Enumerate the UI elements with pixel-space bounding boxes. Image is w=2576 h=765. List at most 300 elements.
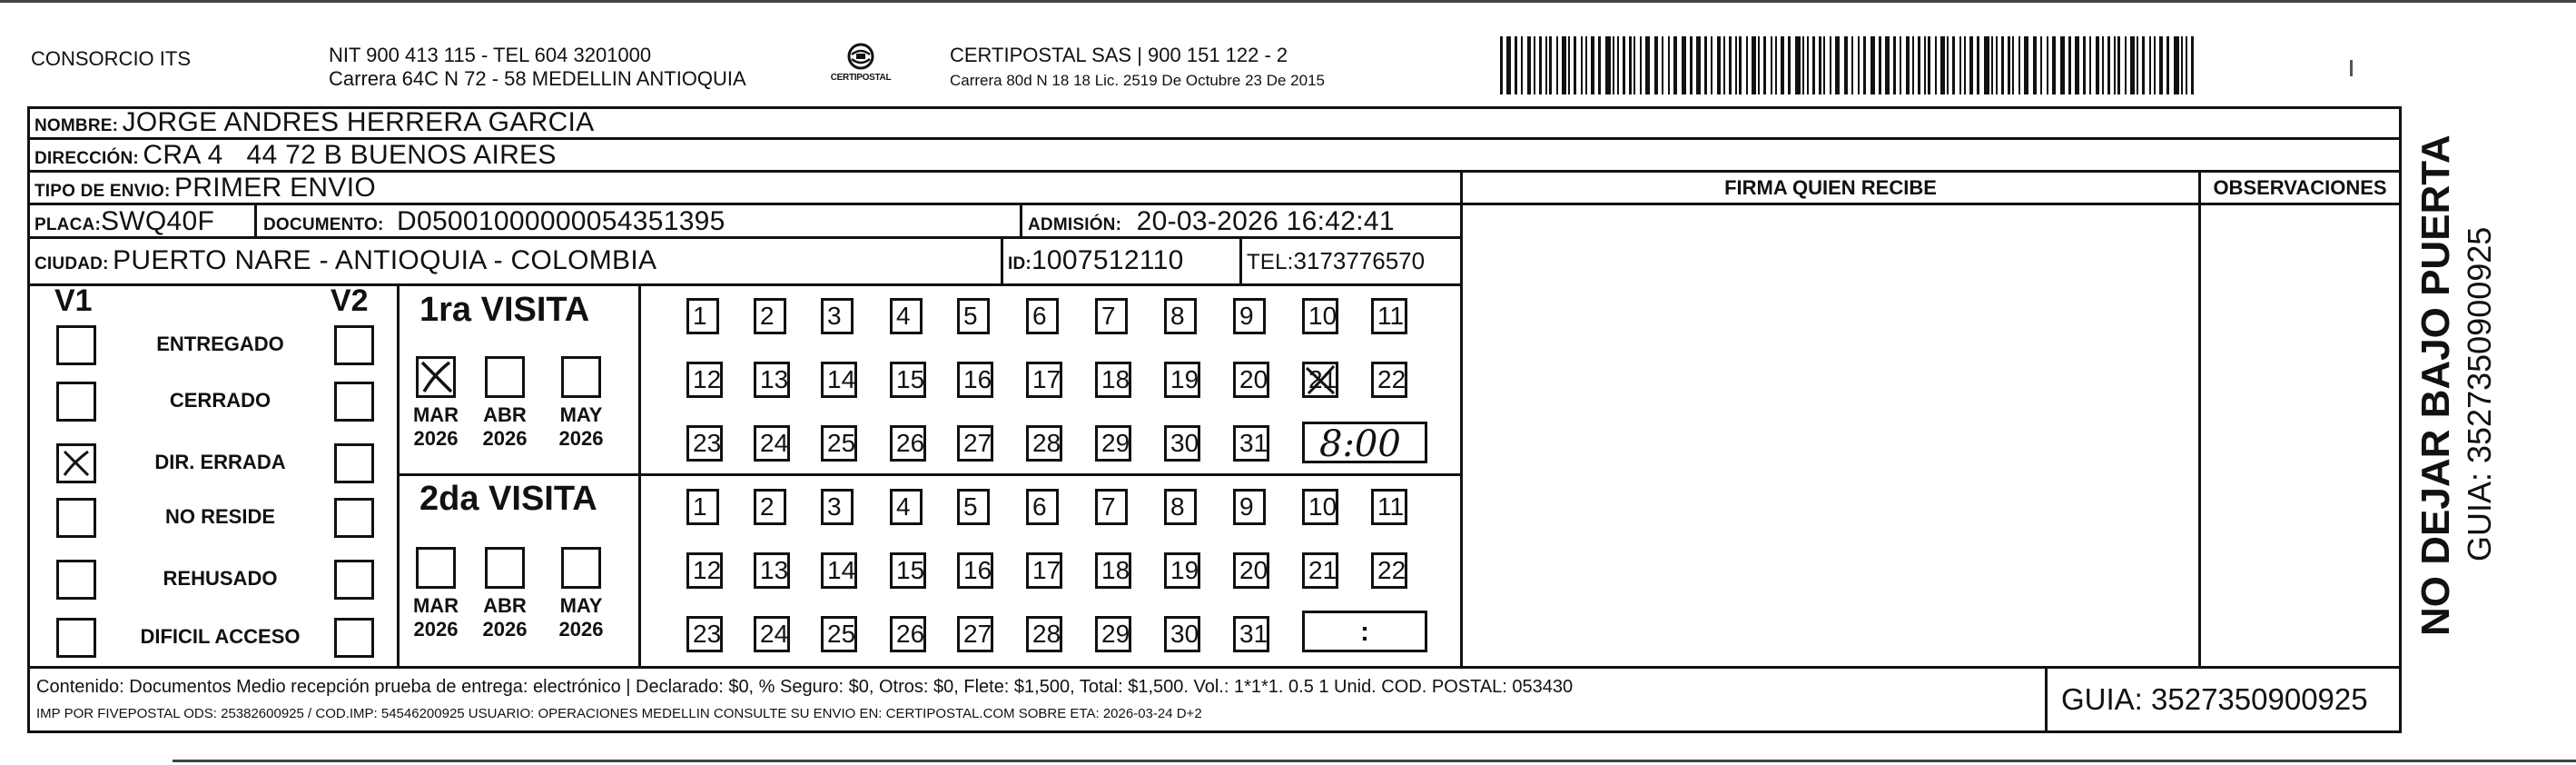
day-number: 2 bbox=[760, 302, 775, 330]
day-checkbox[interactable] bbox=[890, 489, 923, 525]
tel-label: TEL: bbox=[1247, 250, 1294, 274]
year-label: 2026 bbox=[482, 618, 528, 641]
year-label: 2026 bbox=[558, 427, 604, 450]
ciudad-label: CIUDAD: bbox=[35, 254, 109, 273]
nit-line: NIT 900 413 115 - TEL 604 3201000 bbox=[329, 44, 652, 66]
month-checkbox[interactable] bbox=[561, 547, 601, 589]
barcode-bar bbox=[1918, 36, 1920, 94]
barcode-bar bbox=[2052, 36, 2056, 94]
day-number: 8 bbox=[1170, 492, 1185, 521]
admision-cell bbox=[1028, 208, 1395, 235]
barcode-bar bbox=[2075, 36, 2079, 94]
nombre-label: NOMBRE: bbox=[35, 116, 119, 135]
corner-mark bbox=[2350, 60, 2353, 76]
barcode-bar bbox=[2047, 36, 2048, 94]
tipo-label: TIPO DE ENVIO: bbox=[35, 182, 171, 201]
second-visit-time: : bbox=[1360, 617, 1369, 647]
day-number: 16 bbox=[963, 556, 992, 584]
day-number: 19 bbox=[1170, 556, 1199, 584]
placa-divider bbox=[254, 203, 257, 236]
day-number: 30 bbox=[1170, 429, 1199, 457]
barcode-bar bbox=[1739, 36, 1742, 94]
admision-value: 20-03-2026 16:42:41 bbox=[1136, 206, 1395, 236]
barcode-bar bbox=[1947, 36, 1949, 94]
month-label: ABR bbox=[483, 594, 527, 617]
barcode-bar bbox=[2107, 36, 2110, 94]
barcode-bar bbox=[1924, 36, 1926, 94]
top-edge-line bbox=[0, 0, 2576, 3]
barcode-bar bbox=[2033, 36, 2037, 94]
barcode-bar bbox=[1788, 36, 1791, 94]
barcode-bar bbox=[1977, 36, 1979, 94]
day-number: 24 bbox=[760, 429, 789, 457]
day-number: 20 bbox=[1239, 556, 1268, 584]
day-checkbox[interactable] bbox=[1095, 489, 1128, 525]
barcode-bar bbox=[1952, 36, 1955, 94]
day-checkbox[interactable] bbox=[1302, 552, 1338, 589]
v1-checkbox[interactable] bbox=[56, 325, 96, 365]
barcode-bar bbox=[1629, 36, 1632, 94]
day-checkbox[interactable] bbox=[821, 489, 854, 525]
day-checkbox[interactable] bbox=[957, 362, 993, 398]
nombre-value: JORGE ANDRES HERRERA GARCIA bbox=[122, 107, 595, 137]
second-visit-time-box[interactable] bbox=[1302, 611, 1427, 652]
day-number: 25 bbox=[827, 620, 856, 648]
barcode-bar bbox=[1500, 36, 1503, 94]
certipostal-logo bbox=[828, 42, 893, 98]
tel-divider bbox=[1239, 236, 1242, 283]
first-visit-time-box[interactable] bbox=[1302, 422, 1427, 463]
admision-label: ADMISIÓN: bbox=[1028, 215, 1122, 234]
day-checkbox[interactable] bbox=[1095, 616, 1131, 652]
day-number: 16 bbox=[963, 365, 992, 393]
status-label-2: DIR. ERRADA bbox=[154, 451, 286, 473]
first-visit-title: 1ra VISITA bbox=[419, 291, 590, 329]
barcode-bar bbox=[1527, 36, 1531, 94]
day-checkbox[interactable] bbox=[957, 489, 990, 525]
day-number: 4 bbox=[896, 492, 911, 521]
day-checkbox[interactable] bbox=[890, 552, 926, 589]
barcode-bar bbox=[1851, 36, 1853, 94]
barcode-bar bbox=[2089, 36, 2091, 94]
barcode-bar bbox=[1574, 36, 1576, 94]
tel-cell bbox=[1247, 249, 1425, 273]
barcode-bar bbox=[1539, 36, 1542, 94]
barcode-bar bbox=[1673, 36, 1677, 94]
barcode-bar bbox=[2024, 36, 2028, 94]
day-number: 17 bbox=[1032, 556, 1061, 584]
barcode-bar bbox=[1735, 36, 1737, 94]
day-number: 11 bbox=[1377, 492, 1405, 521]
placa-cell bbox=[35, 208, 214, 235]
status-label-3: NO RESIDE bbox=[164, 505, 276, 528]
day-checkbox[interactable] bbox=[1233, 425, 1269, 462]
day-checkbox[interactable] bbox=[890, 298, 923, 334]
day-number: 21 bbox=[1308, 556, 1337, 584]
barcode-bar bbox=[1704, 36, 1707, 94]
barcode-bar bbox=[2040, 36, 2042, 94]
barcode-bar bbox=[1711, 36, 1712, 94]
barcode-bar bbox=[1959, 36, 1961, 94]
barcode-bar bbox=[1935, 36, 1937, 94]
day-checkbox[interactable] bbox=[1233, 552, 1269, 589]
month-label: MAY bbox=[559, 594, 603, 617]
day-number: 26 bbox=[896, 620, 925, 648]
day-number: 6 bbox=[1032, 492, 1047, 521]
barcode-bar bbox=[2096, 36, 2099, 94]
barcode-bar bbox=[1690, 36, 1693, 94]
barcode-bar bbox=[1984, 36, 1989, 94]
day-checkbox[interactable] bbox=[1233, 298, 1266, 334]
day-number: 15 bbox=[896, 556, 925, 584]
day-checkbox[interactable] bbox=[821, 552, 857, 589]
day-number: 27 bbox=[963, 429, 992, 457]
tel-value: 3173776570 bbox=[1293, 247, 1426, 274]
day-number: 6 bbox=[1032, 302, 1047, 330]
day-checkbox[interactable] bbox=[1371, 552, 1407, 589]
month-checkbox[interactable] bbox=[561, 356, 601, 398]
status-label-5: DIFICIL ACCESO bbox=[140, 625, 301, 648]
barcode-bar bbox=[2149, 36, 2151, 94]
barcode-bar bbox=[2125, 36, 2127, 94]
day-number: 13 bbox=[760, 365, 789, 393]
barcode-bar bbox=[1928, 36, 1930, 94]
v1-checkbox[interactable] bbox=[56, 560, 96, 600]
day-number: 5 bbox=[963, 492, 978, 521]
status-label-1: CERRADO bbox=[169, 389, 271, 412]
barcode-bar bbox=[1562, 36, 1566, 94]
day-number: 9 bbox=[1239, 492, 1254, 521]
row-line-4 bbox=[27, 236, 1462, 239]
footer-guia-divider bbox=[2045, 666, 2048, 733]
barcode-bar bbox=[2102, 36, 2104, 94]
barcode-bar bbox=[1723, 36, 1725, 94]
barcode-bar bbox=[1545, 36, 1547, 94]
day-checkbox[interactable] bbox=[754, 552, 790, 589]
day-number: 29 bbox=[1101, 620, 1130, 648]
v1-checkbox[interactable] bbox=[56, 618, 96, 658]
day-checkbox[interactable] bbox=[1233, 616, 1269, 652]
barcode-bar bbox=[2114, 36, 2116, 94]
day-number: 23 bbox=[693, 620, 722, 648]
day-checkbox[interactable] bbox=[1026, 616, 1062, 652]
v1-label: V1 bbox=[54, 283, 93, 318]
nombre-row bbox=[35, 109, 595, 136]
day-number: 9 bbox=[1239, 302, 1254, 330]
barcode-bar bbox=[1591, 36, 1594, 94]
barcode-bar bbox=[2181, 36, 2183, 94]
barcode-bar bbox=[1645, 36, 1650, 94]
barcode-bar bbox=[1844, 36, 1848, 94]
day-checkbox[interactable] bbox=[957, 298, 990, 334]
barcode-bar bbox=[1830, 36, 1831, 94]
day-checkbox[interactable] bbox=[890, 425, 926, 462]
v2-checkbox[interactable] bbox=[334, 325, 374, 365]
footer-imp: IMP POR FIVEPOSTAL ODS: 25382600925 / COD.IMP: 54546200925 USUARIO: OPERACIONES MEDELLIN CONSULTE SU ENVIO EN: CERTIPOSTAL.COM SOBRE ETA: 2026-03-24 D+2 bbox=[36, 706, 1202, 721]
day-number: 22 bbox=[1377, 556, 1406, 584]
v2-checkbox[interactable] bbox=[334, 560, 374, 600]
barcode-bar bbox=[2083, 36, 2086, 94]
row-line-2 bbox=[27, 170, 2402, 173]
day-number: 21 bbox=[1308, 365, 1337, 393]
barcode-bar bbox=[1969, 36, 1973, 94]
day-checkbox[interactable] bbox=[1302, 362, 1338, 398]
barcode-bar bbox=[1819, 36, 1821, 94]
day-number: 8 bbox=[1170, 302, 1185, 330]
admision-divider bbox=[1020, 203, 1022, 236]
day-checkbox[interactable] bbox=[957, 425, 993, 462]
barcode-bar bbox=[1617, 36, 1619, 94]
day-checkbox[interactable] bbox=[1233, 489, 1266, 525]
carrier-line: CERTIPOSTAL SAS | 900 151 122 - 2 bbox=[950, 44, 1288, 66]
barcode-bar bbox=[2018, 36, 2020, 94]
barcode-bar bbox=[1900, 36, 1901, 94]
v1-checkbox[interactable] bbox=[56, 382, 96, 422]
day-checkbox[interactable] bbox=[890, 362, 926, 398]
day-checkbox[interactable] bbox=[957, 616, 993, 652]
barcode-bar bbox=[1506, 36, 1511, 94]
signature-area[interactable] bbox=[1463, 205, 2198, 666]
barcode-bar bbox=[1568, 36, 1570, 94]
barcode-bar bbox=[2191, 36, 2194, 94]
barcode-bar bbox=[1823, 36, 1825, 94]
day-checkbox[interactable] bbox=[754, 362, 790, 398]
day-number: 5 bbox=[963, 302, 978, 330]
day-number: 10 bbox=[1308, 302, 1337, 330]
barcode-bar bbox=[1515, 36, 1517, 94]
day-checkbox[interactable] bbox=[1371, 362, 1407, 398]
month-checkbox[interactable] bbox=[485, 356, 525, 398]
day-checkbox[interactable] bbox=[754, 425, 790, 462]
tipo-value: PRIMER ENVIO bbox=[174, 173, 376, 203]
v2-checkbox[interactable] bbox=[334, 498, 374, 538]
barcode-bar bbox=[1775, 36, 1777, 94]
row-line-5 bbox=[27, 283, 1462, 286]
barcode-bar bbox=[1802, 36, 1804, 94]
side-guia: GUIA: 3527350900925 bbox=[2461, 226, 2498, 561]
v2-checkbox[interactable] bbox=[334, 443, 374, 483]
day-checkbox[interactable] bbox=[686, 616, 723, 652]
barcode-bar bbox=[2008, 36, 2010, 94]
id-cell bbox=[1008, 247, 1184, 274]
barcode-bar bbox=[2012, 36, 2014, 94]
day-number: 15 bbox=[896, 365, 925, 393]
barcode-bar bbox=[1912, 36, 1914, 94]
month-checkbox[interactable] bbox=[416, 547, 456, 589]
barcode-bar bbox=[1581, 36, 1583, 94]
carrier-address: Carrera 80d N 18 18 Lic. 2519 De Octubre 23 De 2015 bbox=[950, 72, 1325, 89]
day-checkbox[interactable] bbox=[686, 552, 723, 589]
v2-checkbox[interactable] bbox=[334, 618, 374, 658]
v1-checkbox[interactable] bbox=[56, 498, 96, 538]
day-number: 18 bbox=[1101, 556, 1130, 584]
v2-checkbox[interactable] bbox=[334, 382, 374, 422]
day-number: 10 bbox=[1308, 492, 1337, 521]
day-checkbox[interactable] bbox=[1164, 425, 1200, 462]
month-label: ABR bbox=[483, 403, 527, 426]
day-checkbox[interactable] bbox=[890, 616, 926, 652]
day-number: 19 bbox=[1170, 365, 1199, 393]
barcode-bar bbox=[2174, 36, 2179, 94]
documento-value: D05001000000054351395 bbox=[397, 206, 725, 236]
observaciones-header: OBSERVACIONES bbox=[2213, 176, 2387, 199]
direccion-label: DIRECCIÓN: bbox=[35, 149, 139, 168]
day-checkbox[interactable] bbox=[821, 425, 857, 462]
day-number: 22 bbox=[1377, 365, 1406, 393]
day-number: 14 bbox=[827, 365, 856, 393]
v1-checkbox[interactable] bbox=[56, 443, 96, 483]
month-label: MAR bbox=[412, 403, 459, 426]
day-checkbox[interactable] bbox=[1302, 489, 1338, 525]
day-checkbox[interactable] bbox=[821, 362, 857, 398]
day-number: 12 bbox=[693, 556, 722, 584]
barcode-bar bbox=[2068, 36, 2071, 94]
day-number: 12 bbox=[693, 365, 722, 393]
barcode-bar bbox=[1556, 36, 1558, 94]
day-number: 3 bbox=[827, 302, 842, 330]
documento-cell bbox=[263, 208, 725, 235]
id-value: 1007512110 bbox=[1031, 245, 1184, 275]
logo-text: CERTIPOSTAL bbox=[830, 73, 892, 83]
barcode-bar bbox=[2117, 36, 2120, 94]
barcode-bar bbox=[1879, 36, 1881, 94]
day-number: 1 bbox=[693, 302, 707, 330]
barcode-bar bbox=[1996, 36, 1998, 94]
barcode-bar bbox=[1763, 36, 1766, 94]
day-number: 29 bbox=[1101, 429, 1130, 457]
day-number: 30 bbox=[1170, 620, 1199, 648]
day-checkbox[interactable] bbox=[1233, 362, 1269, 398]
status-label-4: REHUSADO bbox=[163, 567, 278, 590]
barcode-bar bbox=[1964, 36, 1966, 94]
day-checkbox[interactable] bbox=[1164, 552, 1200, 589]
barcode-bar bbox=[2154, 36, 2156, 94]
day-checkbox[interactable] bbox=[1095, 552, 1131, 589]
day-checkbox[interactable] bbox=[686, 362, 723, 398]
day-number: 1 bbox=[693, 492, 707, 521]
barcode-bar bbox=[1585, 36, 1587, 94]
barcode-bar bbox=[1771, 36, 1772, 94]
year-label: 2026 bbox=[413, 427, 459, 450]
barcode-bar bbox=[1696, 36, 1701, 94]
v2-label: V2 bbox=[331, 283, 369, 318]
day-checkbox[interactable] bbox=[686, 425, 723, 462]
day-checkbox[interactable] bbox=[1026, 425, 1062, 462]
day-checkbox[interactable] bbox=[1164, 362, 1200, 398]
barcode-bar bbox=[2142, 36, 2145, 94]
barcode-bar bbox=[1812, 36, 1815, 94]
day-checkbox[interactable] bbox=[957, 552, 993, 589]
barcode-bar bbox=[1885, 36, 1890, 94]
day-checkbox[interactable] bbox=[1095, 298, 1128, 334]
barcode-bar bbox=[1729, 36, 1732, 94]
barcode-bar bbox=[1752, 36, 1756, 94]
day-checkbox[interactable] bbox=[754, 298, 786, 334]
observations-area[interactable] bbox=[2201, 205, 2399, 666]
month-checkbox[interactable] bbox=[416, 356, 456, 398]
barcode-bar bbox=[2166, 36, 2169, 94]
day-checkbox[interactable] bbox=[1164, 298, 1197, 334]
address-line: Carrera 64C N 72 - 58 MEDELLIN ANTIOQUIA bbox=[329, 67, 746, 90]
day-number: 23 bbox=[693, 429, 722, 457]
day-checkbox[interactable] bbox=[686, 298, 719, 334]
placa-value: SWQ40F bbox=[100, 206, 215, 236]
day-number: 2 bbox=[760, 492, 775, 521]
year-label: 2026 bbox=[413, 618, 459, 641]
barcode-bar bbox=[1940, 36, 1945, 94]
direccion-value: CRA 4 44 72 B BUENOS AIRES bbox=[143, 140, 557, 170]
day-checkbox[interactable] bbox=[754, 489, 786, 525]
barcode-bar bbox=[1668, 36, 1670, 94]
firma-header: FIRMA QUIEN RECIBE bbox=[1724, 176, 1937, 199]
day-number: 17 bbox=[1032, 365, 1061, 393]
day-checkbox[interactable] bbox=[821, 298, 854, 334]
month-checkbox[interactable] bbox=[485, 547, 525, 589]
day-checkbox[interactable] bbox=[1095, 425, 1131, 462]
day-number: 20 bbox=[1239, 365, 1268, 393]
first-visit-time: 8:00 bbox=[1319, 423, 1401, 465]
day-number: 26 bbox=[896, 429, 925, 457]
barcode-bar bbox=[1549, 36, 1552, 94]
day-number: 14 bbox=[827, 556, 856, 584]
day-number: 31 bbox=[1239, 620, 1268, 648]
second-visit-title: 2da VISITA bbox=[419, 480, 597, 518]
visit-mid-line bbox=[397, 473, 1462, 476]
day-checkbox[interactable] bbox=[1302, 298, 1338, 334]
barcode bbox=[1500, 36, 2197, 94]
day-checkbox[interactable] bbox=[1371, 298, 1407, 334]
day-number: 11 bbox=[1377, 302, 1405, 330]
barcode-bar bbox=[1870, 36, 1875, 94]
barcode-bar bbox=[1717, 36, 1721, 94]
day-number: 7 bbox=[1101, 302, 1116, 330]
day-number: 13 bbox=[760, 556, 789, 584]
day-checkbox[interactable] bbox=[1026, 552, 1062, 589]
barcode-bar bbox=[1613, 36, 1614, 94]
barcode-bar bbox=[1893, 36, 1896, 94]
barcode-bar bbox=[1863, 36, 1867, 94]
barcode-bar bbox=[1534, 36, 1535, 94]
barcode-bar bbox=[1521, 36, 1523, 94]
day-number: 28 bbox=[1032, 620, 1061, 648]
day-number: 24 bbox=[760, 620, 789, 648]
day-checkbox[interactable] bbox=[1026, 489, 1059, 525]
day-number: 4 bbox=[896, 302, 911, 330]
barcode-bar bbox=[2159, 36, 2163, 94]
footer-guia: GUIA: 3527350900925 bbox=[2061, 682, 2368, 716]
day-checkbox[interactable] bbox=[1371, 489, 1407, 525]
day-checkbox[interactable] bbox=[1026, 298, 1059, 334]
ciudad-cell bbox=[35, 247, 656, 274]
day-checkbox[interactable] bbox=[1026, 362, 1062, 398]
day-checkbox[interactable] bbox=[1164, 489, 1197, 525]
tipo-row bbox=[35, 174, 376, 202]
day-checkbox[interactable] bbox=[1164, 616, 1200, 652]
day-checkbox[interactable] bbox=[1095, 362, 1131, 398]
day-checkbox[interactable] bbox=[821, 616, 857, 652]
day-checkbox[interactable] bbox=[686, 489, 719, 525]
barcode-bar bbox=[1598, 36, 1601, 94]
bottom-edge-line bbox=[173, 760, 2576, 762]
id-label: ID: bbox=[1008, 254, 1031, 273]
barcode-bar bbox=[1682, 36, 1686, 94]
documento-label: DOCUMENTO: bbox=[263, 215, 384, 234]
barcode-bar bbox=[1991, 36, 1993, 94]
footer-contenido: Contenido: Documentos Medio recepción prueba de entrega: electrónico | Declarado: $0, % Seguro: $0, Otros: $0, Flete: $1,500, Total: $1,500. Vol.: 1*1*1. 0.5 1 Unid. COD. POSTAL: 053430 bbox=[36, 677, 1574, 697]
barcode-bar bbox=[1758, 36, 1760, 94]
day-checkbox[interactable] bbox=[754, 616, 790, 652]
barcode-bar bbox=[1640, 36, 1642, 94]
